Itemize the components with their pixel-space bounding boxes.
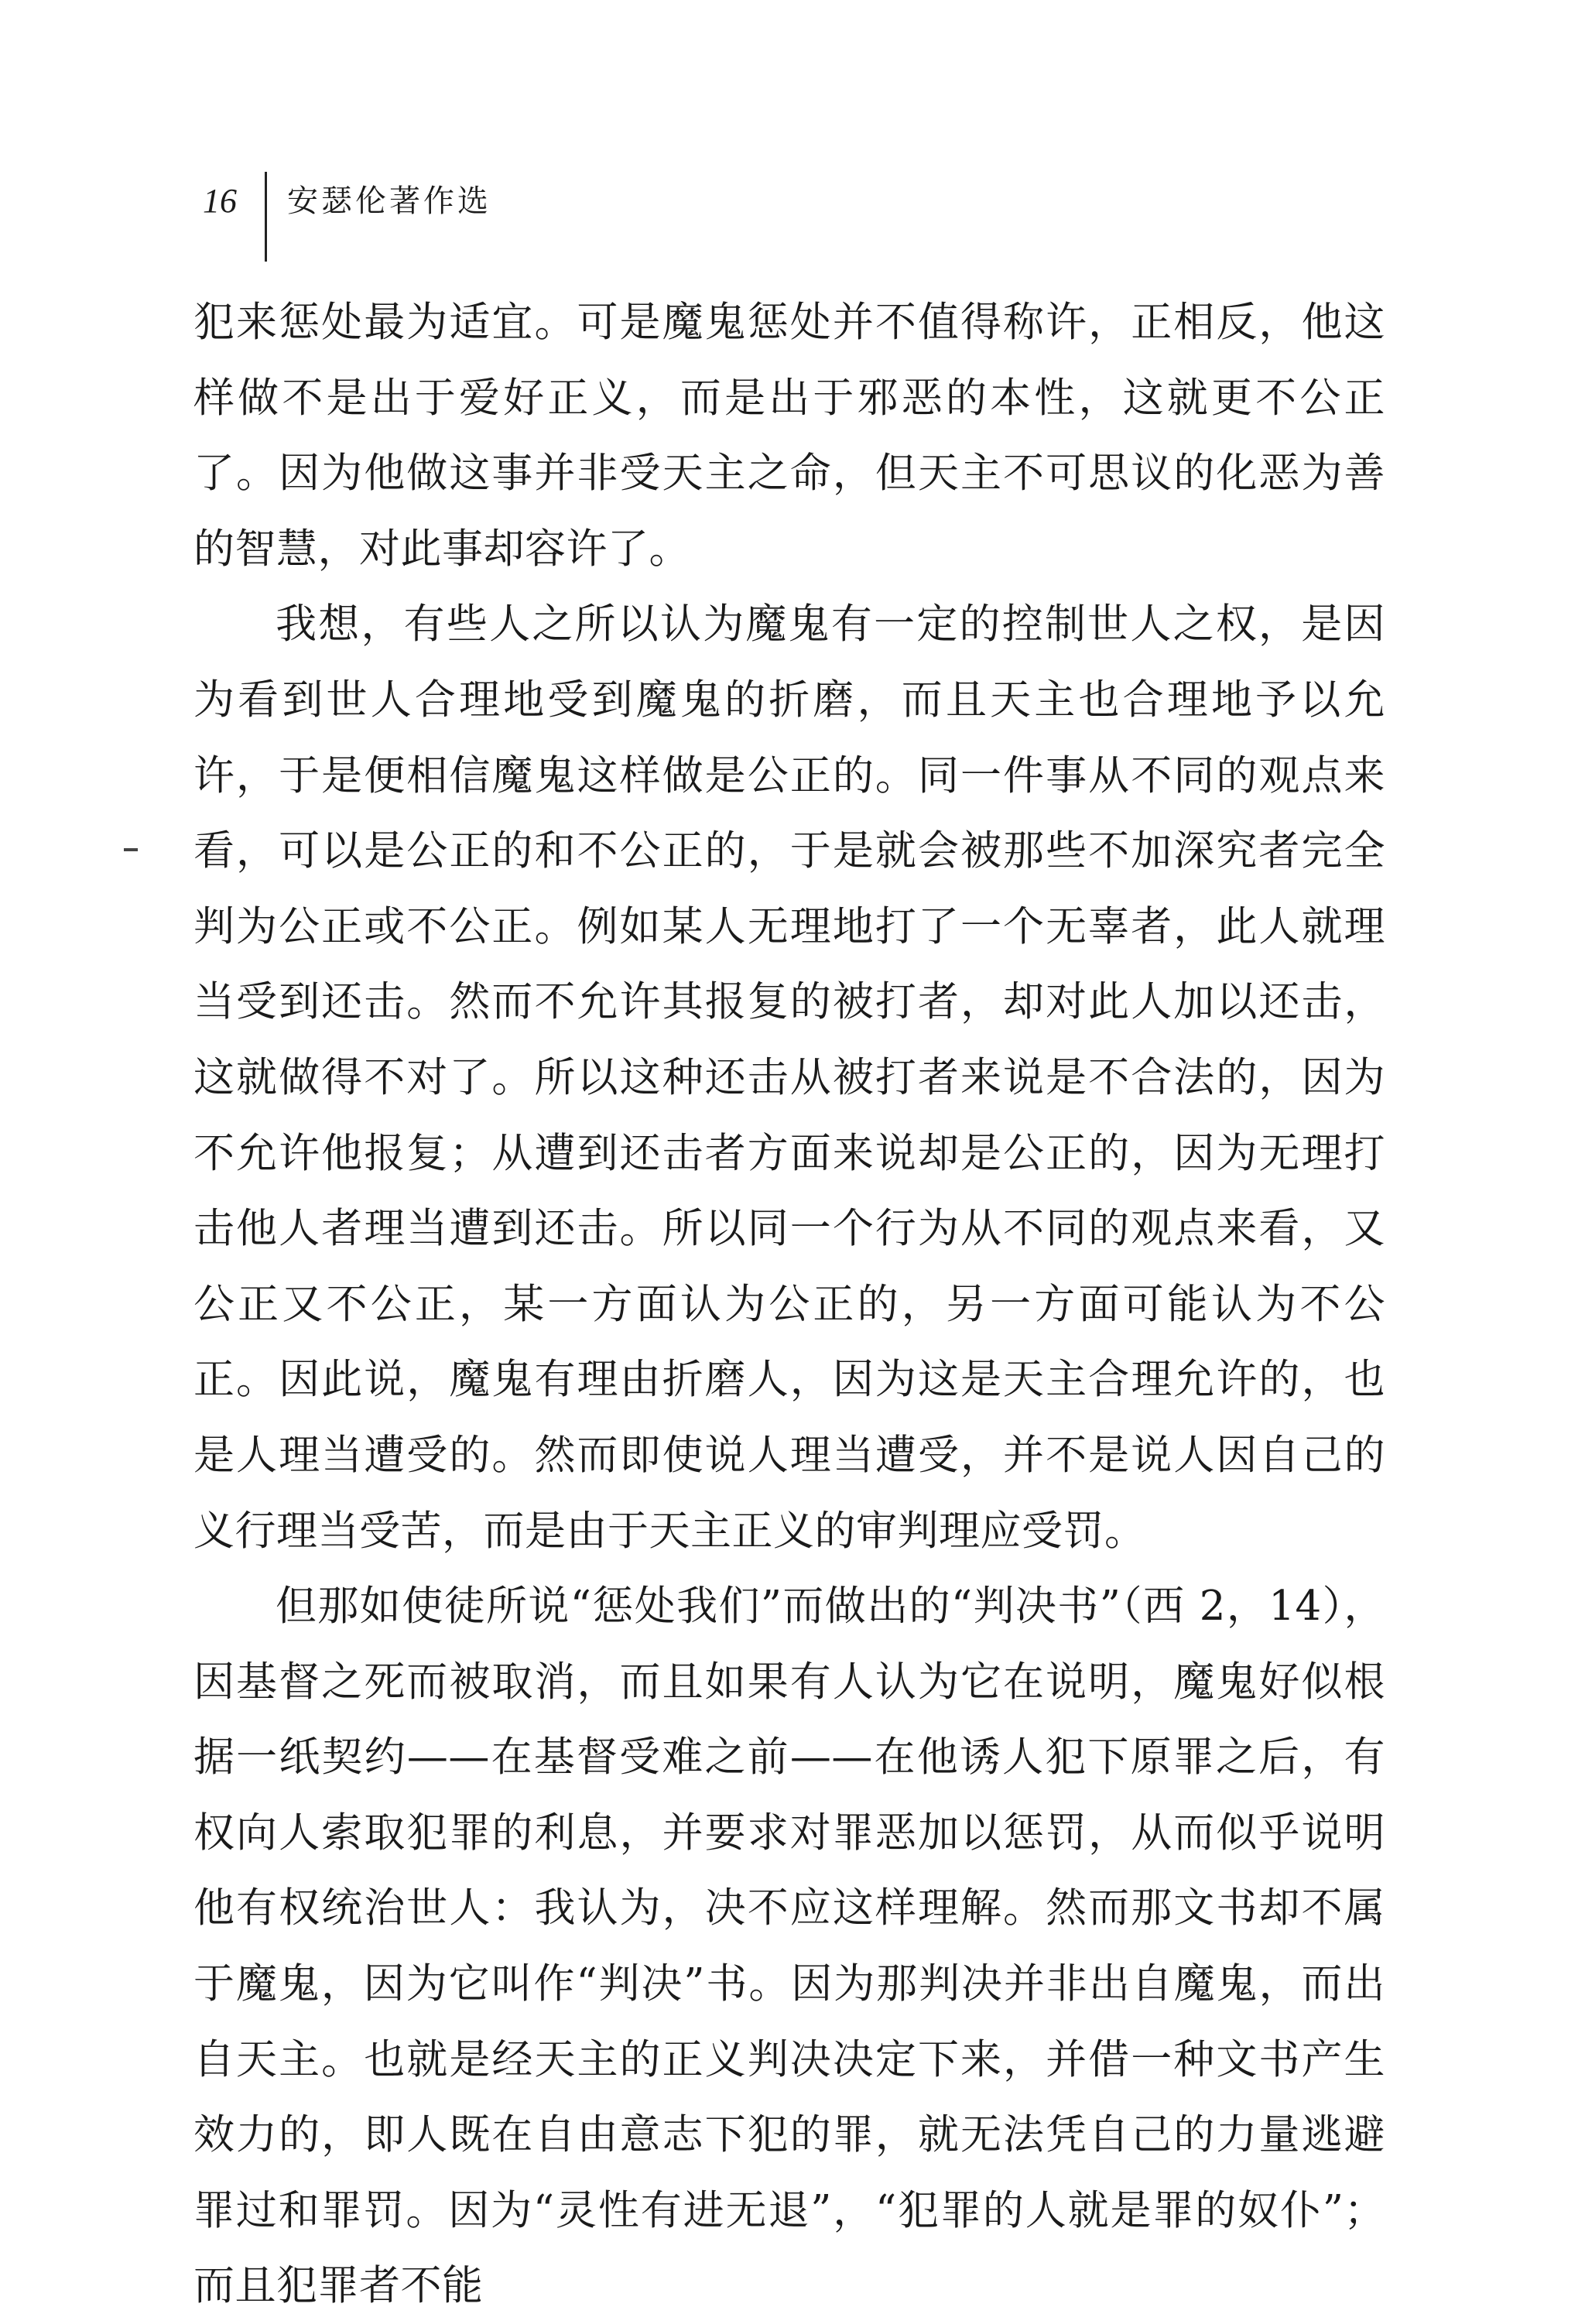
paragraph-2: 我想，有些人之所以认为魔鬼有一定的控制世人之权，是因为看到世人合理地受到魔鬼的折磨，而且天主也合理地予以允许，于是便相信魔鬼这样做是公正的。同一件事从不同的观点来看，可以是公正的和不公正的，于是就会被那些不加深究者完全判为公正或不公正。例如某人无理地打了一个无辜者，此人就理当受到还击。然而不允许其报复的被打者，却对此人加以还击，这就做得不对了。所以这种还击从被打者来说是不合法的，因为不允许他报复；从遭到还击者方面来说却是公正的，因为无理打击他人者理当遭到还击。所以同一个行为从不同的观点来看，又公正又不公正，某一方面认为公正的，另一方面可能认为不公正。因此说，魔鬼有理由折磨人，因为这是天主合理允许的，也是人理当遭受的。然而即使说人理当遭受，并不是说人因自己的义行理当受苦，而是由于天主正义的审判理应受罚。 — [193, 601, 1385, 1555]
body-text — [193, 285, 1385, 2324]
paragraph-1: 犯来惩处最为适宜。可是魔鬼惩处并不值得称许，正相反，他这样做不是出于爱好正义，而是出于邪恶的本性，这就更不公正了。因为他做这事并非受天主之命，但天主不可思议的化恶为善的智慧，对此事却容许了。 — [193, 299, 1385, 573]
paragraph-3: 但那如使徒所说“惩处我们”而做出的“判决书”（西 2，14），因基督之死而被取消，而且如果有人认为它在说明，魔鬼好似根据一纸契约——在基督受难之前——在他诱人犯下原罪之后，有权向人索取犯罪的利息，并要求对罪恶加以惩罚，从而似乎说明他有权统治世人：我认为，决不应这样理解。然而那文书却不属于魔鬼，因为它叫作“判决”书。因为那判决并非出自魔鬼，而出自天主。也就是经天主的正义判决决定下来，并借一种文书产生效力的，即人既在自由意志下犯的罪，就无法凭自己的力量逃避罪过和罪罚。因为“灵性有进无退”，“犯罪的人就是罪的奴仆”；而且犯罪者不能 — [193, 1583, 1385, 2310]
header-divider — [265, 172, 267, 262]
margin-mark — [124, 848, 138, 851]
running-header — [203, 178, 491, 263]
page-number: 16 — [203, 182, 237, 220]
book-title: 安瑟伦著作选 — [287, 183, 491, 219]
